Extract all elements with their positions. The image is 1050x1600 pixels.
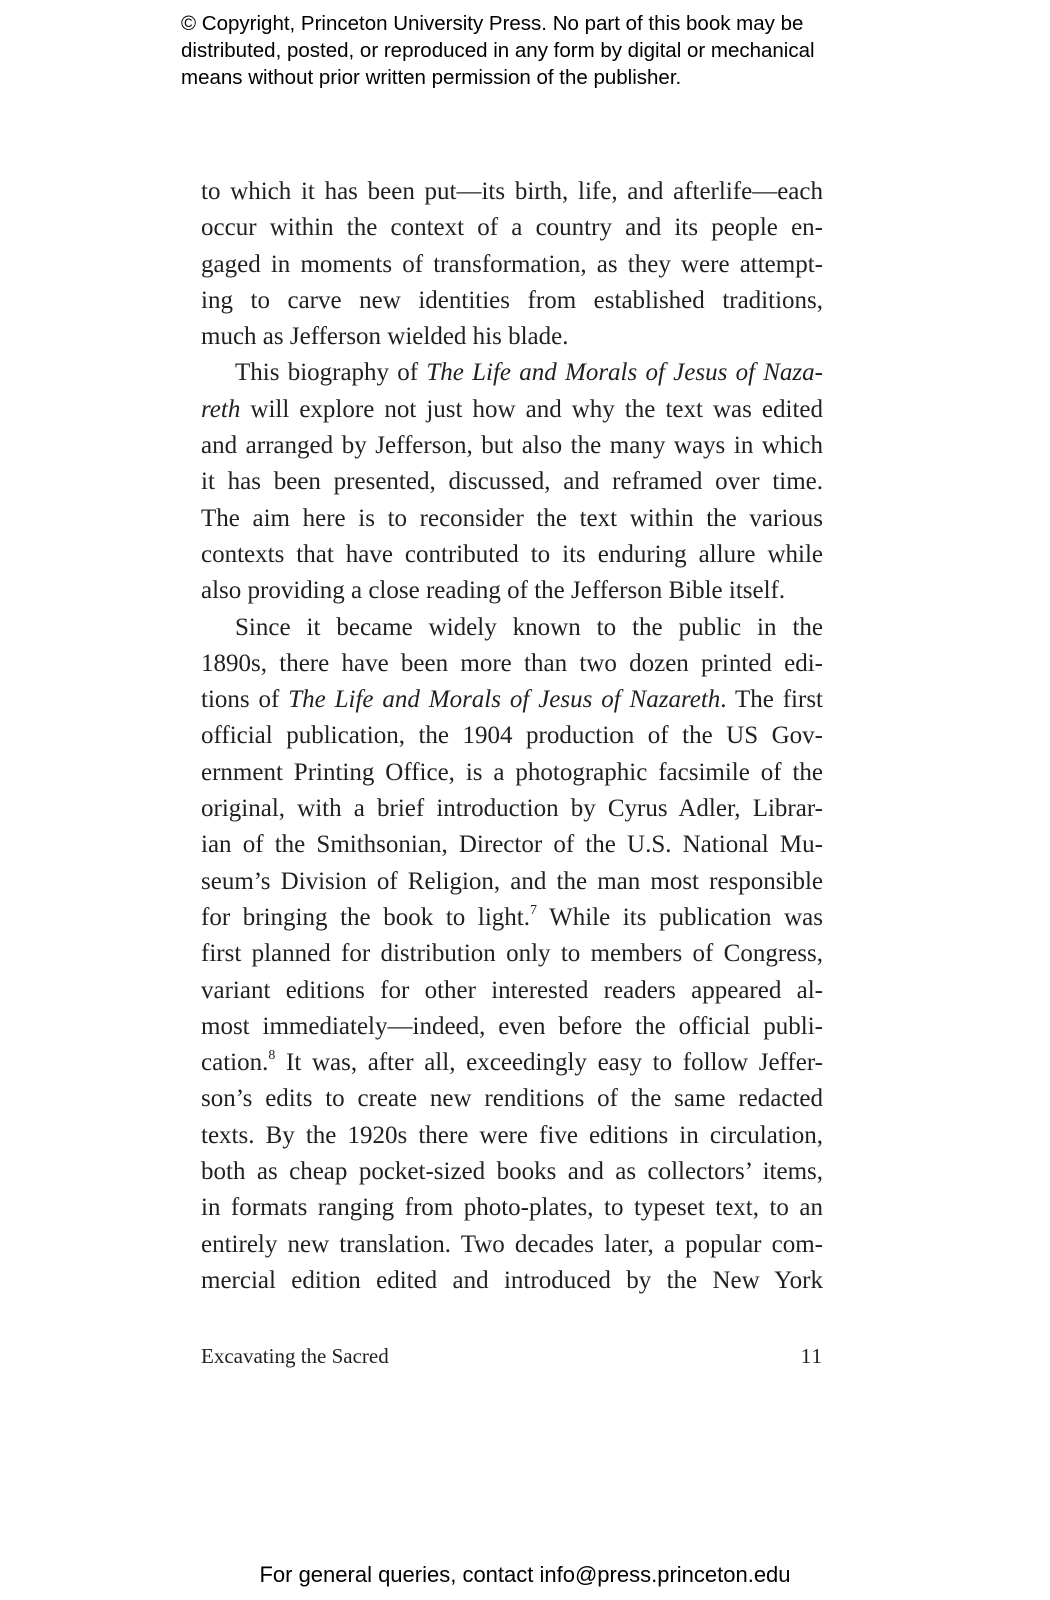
footnote-marker: 7 xyxy=(529,902,537,918)
footnote-marker: 8 xyxy=(268,1047,276,1063)
text-line: texts. By the 1920s there were five editions in circulation, xyxy=(201,1121,823,1149)
text-line: original, with a brief introduction by Cyrus Adler, Librar- xyxy=(201,795,823,823)
text-line: variant editions for other interested readers appeared al- xyxy=(201,976,823,1004)
copyright-line: means without prior written permission of the publisher. xyxy=(181,66,682,89)
copyright-line: distributed, posted, or reproduced in any form by digital or mechanical xyxy=(181,39,815,62)
text-run: While its publication was xyxy=(536,903,823,931)
text-line: ing to carve new identities from established traditions, xyxy=(201,286,823,314)
page-body xyxy=(201,174,823,1299)
running-footer-title: Excavating the Sacred xyxy=(201,1344,389,1368)
text-line: The aim here is to reconsider the text within the various xyxy=(201,504,823,532)
text-line: most immediately—indeed, even before the official publi- xyxy=(201,1012,823,1040)
text-run: will explore not just how and why the text was edited xyxy=(240,395,823,423)
text-line: also providing a close reading of the Jefferson Bible itself. xyxy=(201,577,786,605)
text-run: It was, after all, exceedingly easy to follow Jeffer- xyxy=(275,1049,823,1077)
contact-notice: For general queries, contact info@press.princeton.edu xyxy=(259,1562,791,1587)
book-title-italic: The Life and Morals of Jesus of Naza- xyxy=(426,359,823,387)
text-run: cation. xyxy=(201,1049,269,1077)
text-line: and arranged by Jefferson, but also the many ways in which xyxy=(201,432,823,460)
text-line: official publication, the 1904 production of the US Gov- xyxy=(201,722,823,750)
text-line: ian of the Smithsonian, Director of the U.S. National Mu- xyxy=(201,831,823,859)
book-title-italic: The Life and Morals of Jesus of Nazareth xyxy=(288,686,721,714)
text-line: gaged in moments of transformation, as they were attempt- xyxy=(201,250,823,278)
text-run: tions of xyxy=(201,686,289,714)
text-line xyxy=(201,355,823,391)
text-line xyxy=(201,392,823,428)
copyright-line: © Copyright, Princeton University Press. No part of this book may be xyxy=(181,12,804,35)
text-line xyxy=(201,1045,823,1081)
text-line: ernment Printing Office, is a photographic facsimile of the xyxy=(201,758,823,786)
text-line: 1890s, there have been more than two dozen printed edi- xyxy=(201,649,823,677)
text-line: occur within the context of a country and its people en- xyxy=(201,214,823,242)
text-line: Since it became widely known to the public in the xyxy=(235,613,823,641)
text-line: to which it has been put—its birth, life, and afterlife—each xyxy=(201,178,823,205)
text-run: for bringing the book to light. xyxy=(201,903,530,931)
text-line: seum’s Division of Religion, and the man most responsible xyxy=(201,867,823,895)
text-run: This biography of xyxy=(235,359,427,387)
text-line: contexts that have contributed to its enduring allure while xyxy=(201,540,823,568)
text-line: mercial edition edited and introduced by the New York xyxy=(201,1266,823,1294)
text-line: much as Jefferson wielded his blade. xyxy=(201,323,569,351)
text-line: both as cheap pocket-sized books and as collectors’ items, xyxy=(201,1158,823,1186)
text-line: son’s edits to create new renditions of the same redacted xyxy=(201,1085,823,1113)
text-line xyxy=(201,682,823,718)
page-number: 11 xyxy=(800,1344,823,1368)
copyright-notice xyxy=(181,10,901,91)
text-line: it has been presented, discussed, and reframed over time. xyxy=(201,468,823,496)
text-run: . The first xyxy=(720,686,823,714)
text-line: first planned for distribution only to members of Congress, xyxy=(201,940,823,968)
text-line: entirely new translation. Two decades later, a popular com- xyxy=(201,1230,823,1258)
text-line xyxy=(201,900,823,936)
text-line: in formats ranging from photo-plates, to typeset text, to an xyxy=(201,1194,823,1222)
book-title-italic: reth xyxy=(201,395,241,423)
